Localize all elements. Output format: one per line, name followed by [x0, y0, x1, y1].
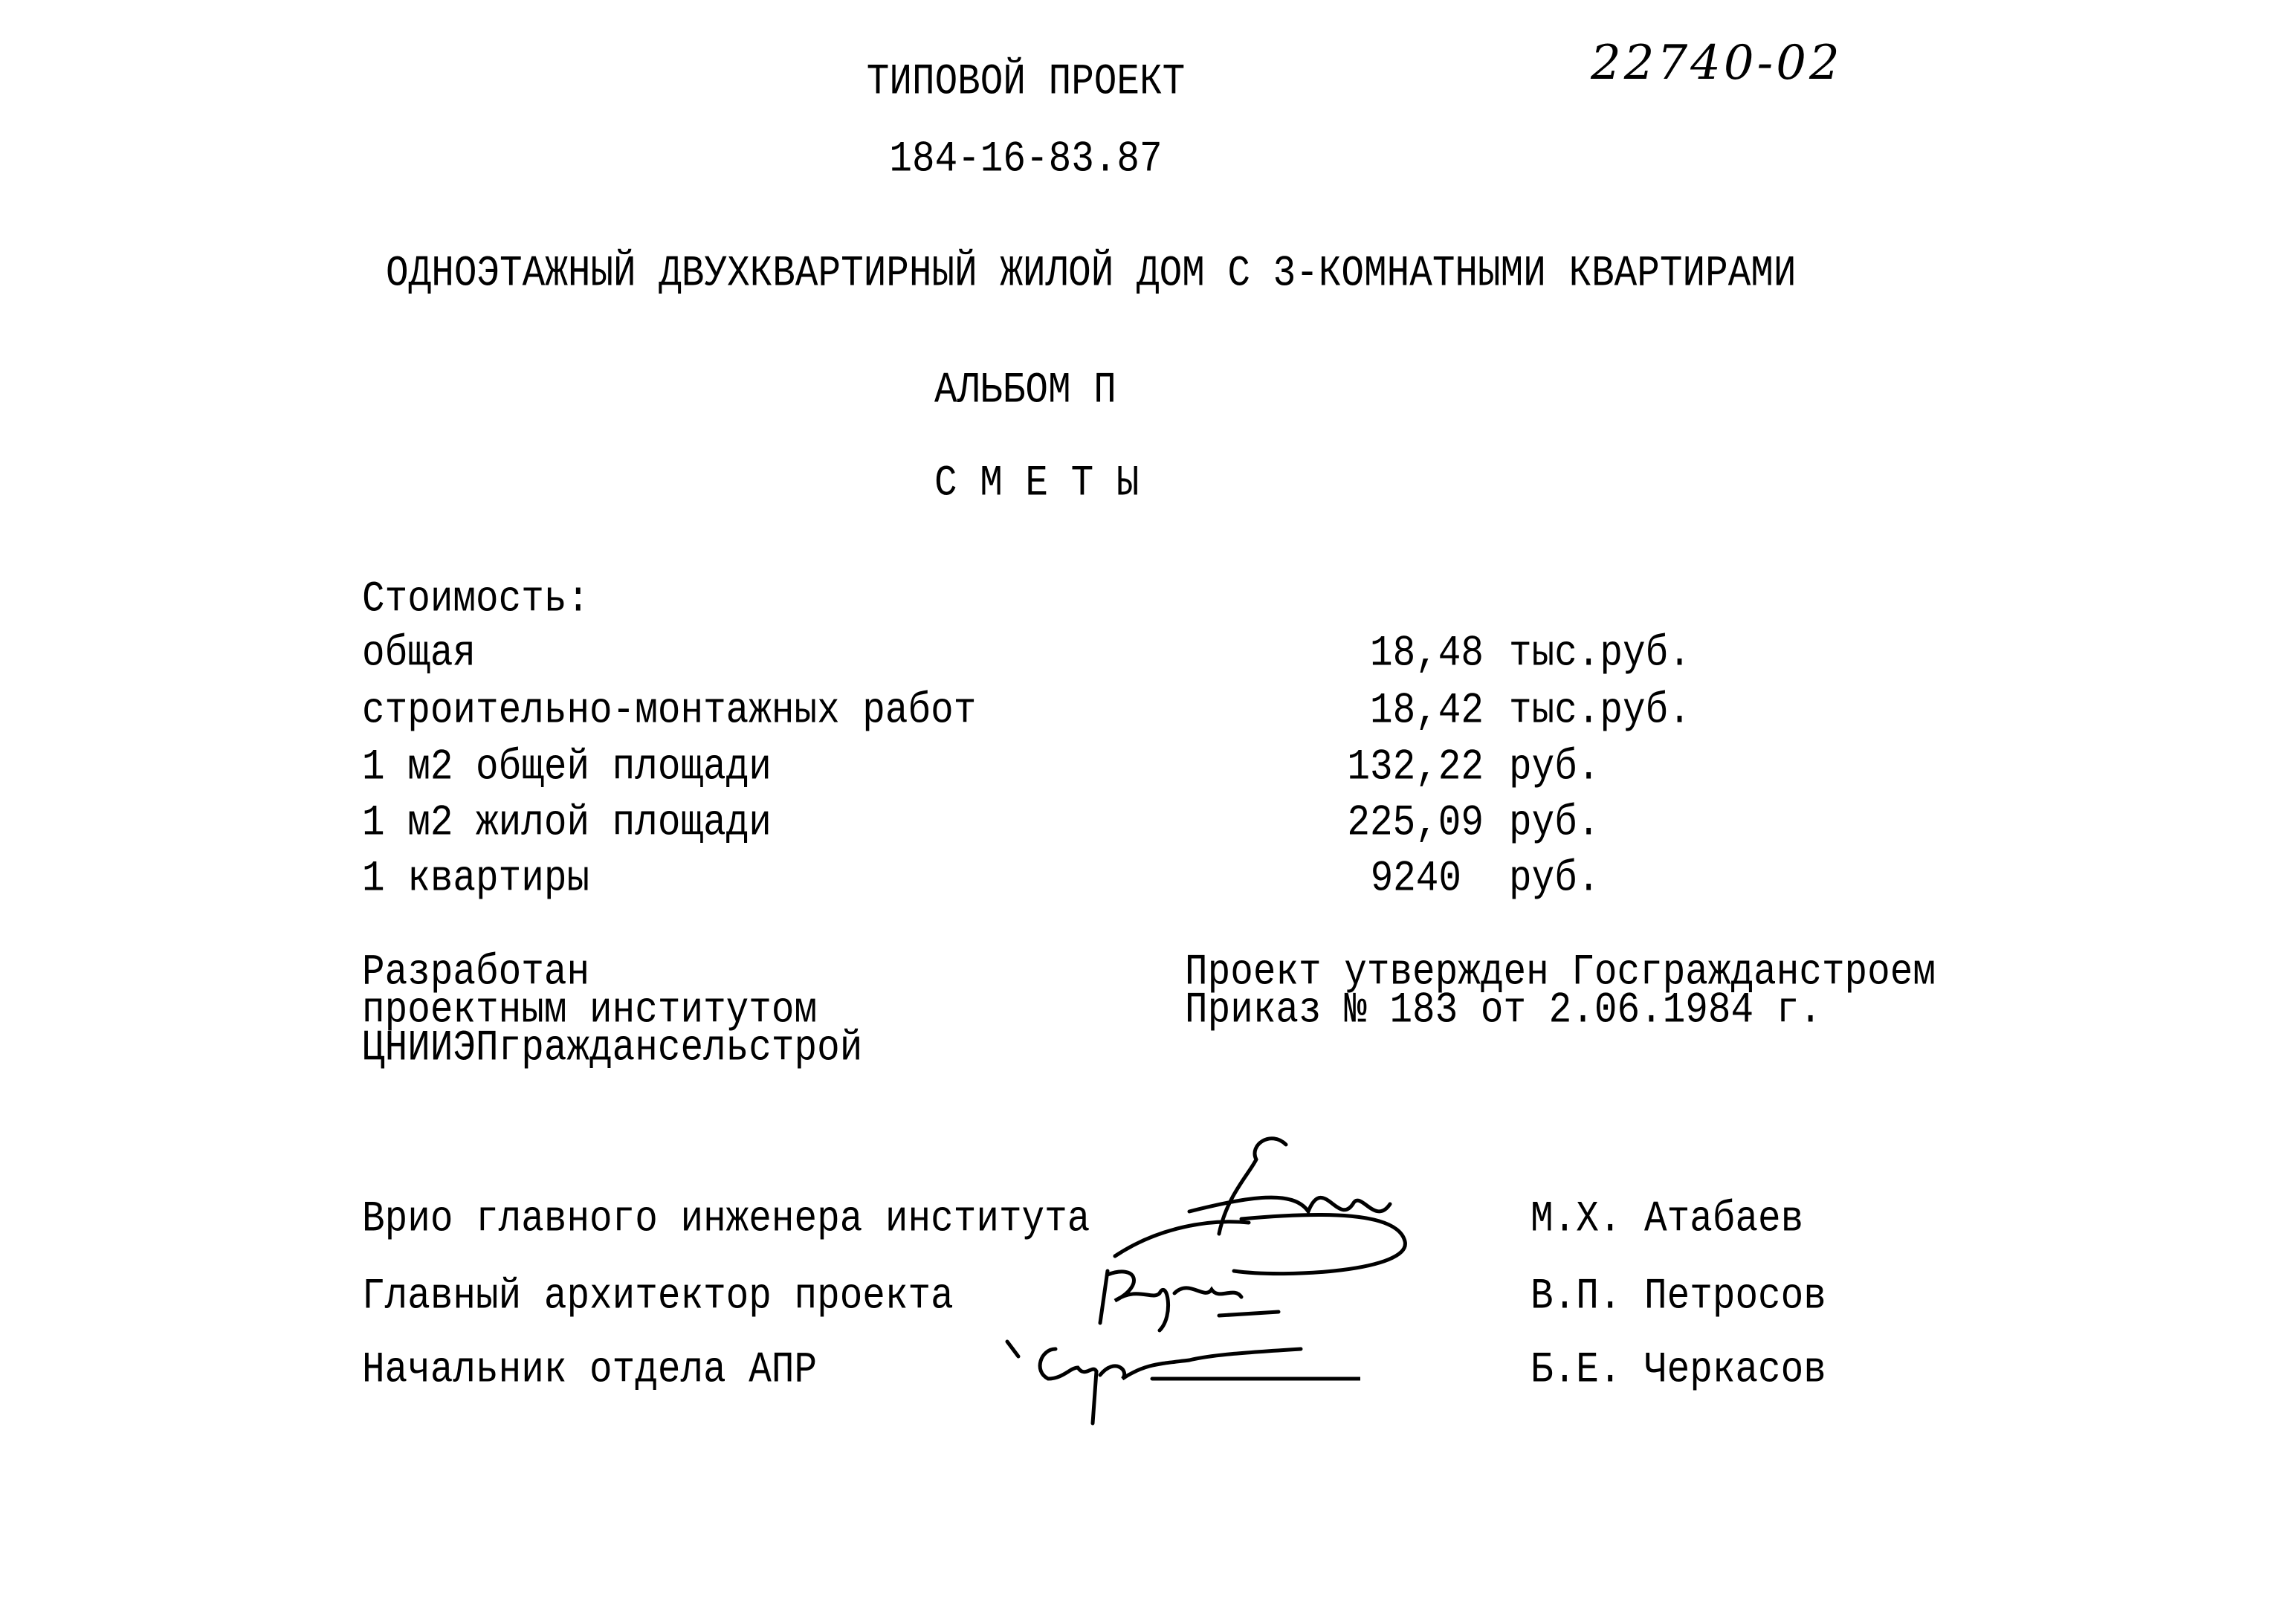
document-title: ОДНОЭТАЖНЫЙ ДВУХКВАРТИРНЫЙ ЖИЛОЙ ДОМ С 3-КОМНАТНЫМИ КВАРТИРАМИ — [386, 250, 1797, 300]
signatory-position: Главный архитектор проекта — [362, 1272, 954, 1322]
cost-unit: руб. — [1509, 799, 1600, 849]
album-label: АЛЬБОМ П — [934, 366, 1116, 416]
cost-unit: руб. — [1509, 743, 1600, 793]
developer-line: проектным институтом — [362, 986, 818, 1036]
section-title: С М Е Т Ы — [934, 459, 1140, 509]
cost-unit: тыс.руб. — [1509, 687, 1691, 737]
cost-unit: руб. — [1509, 855, 1600, 905]
developer-line: Разработан — [362, 948, 590, 998]
cost-value: 132,22 — [1347, 743, 1484, 793]
signatory-name: М.Х. Атабаев — [1531, 1195, 1804, 1245]
developer-line: ЦНИИЭПграждансельстрой — [362, 1024, 863, 1074]
signature-petrosov — [1085, 1256, 1293, 1338]
cost-value: 9240 — [1370, 855, 1461, 905]
approval-line: Приказ № 183 от 2.06.1984 г. — [1185, 986, 1822, 1036]
signatory-name: В.П. Петросов — [1531, 1272, 1826, 1322]
cost-value: 18,48 — [1369, 630, 1484, 679]
signatory-position: Начальник отдела АПР — [362, 1346, 818, 1396]
cost-name: 1 м2 общей площади — [362, 743, 772, 793]
signatory-name: Б.Е. Черкасов — [1531, 1346, 1826, 1396]
cost-unit: тыс.руб. — [1509, 630, 1691, 679]
approval-line: Проект утвержден Госгражданстроем — [1185, 948, 1936, 998]
cost-value: 225,09 — [1347, 799, 1484, 849]
cost-name: строительно-монтажных работ — [362, 687, 977, 737]
cost-name: общая — [362, 630, 476, 679]
cost-name: 1 м2 жилой площади — [362, 799, 772, 849]
project-code: 184-16-83.87 — [889, 135, 1163, 185]
cost-label: Стоимость: — [362, 575, 590, 625]
signature-cherkasov — [1003, 1334, 1360, 1431]
cost-value: 18,42 — [1369, 687, 1484, 737]
cost-name: 1 квартиры — [362, 855, 590, 905]
project-type: ТИПОВОЙ ПРОЕКТ — [866, 58, 1186, 108]
signatory-position: Врио главного инженера института — [362, 1195, 1090, 1245]
archive-number: 22740-02 — [1591, 36, 1843, 91]
